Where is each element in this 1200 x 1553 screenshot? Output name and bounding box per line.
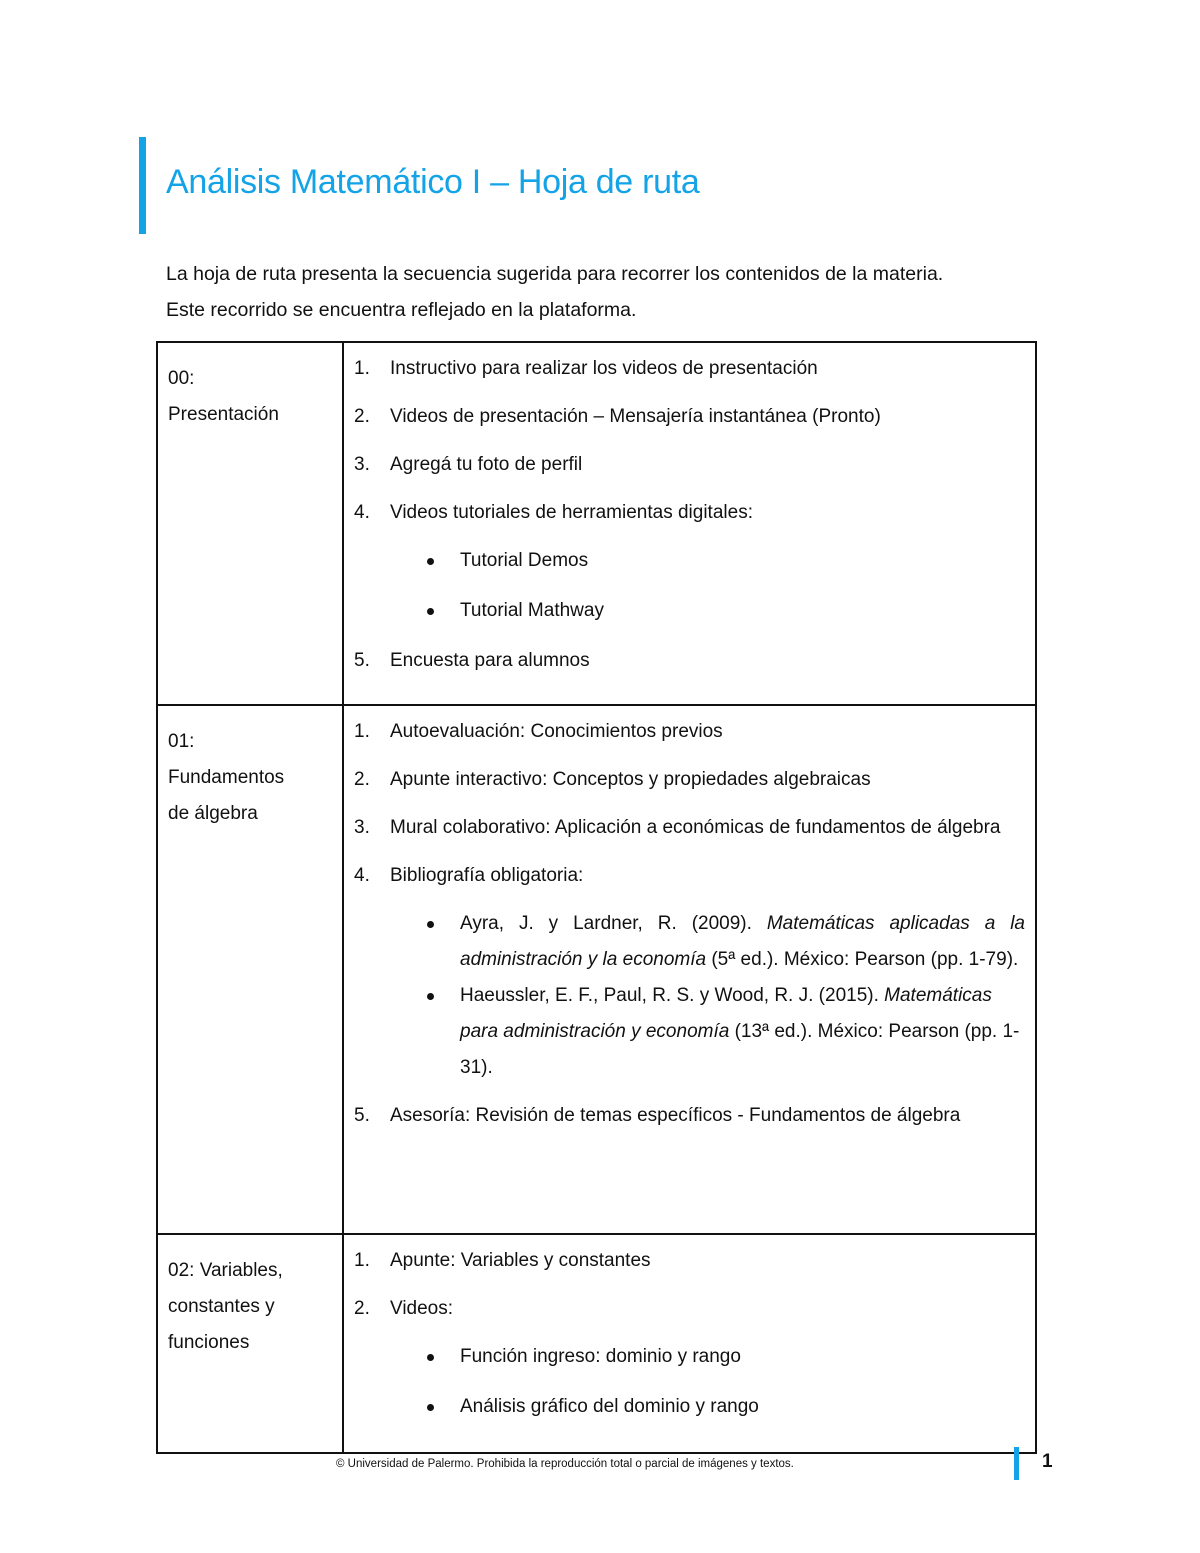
list-item	[354, 858, 1025, 1086]
item-text: Apunte: Variables y constantes	[390, 1250, 651, 1271]
page-number: 1	[1042, 1451, 1053, 1472]
activity-list	[354, 351, 1025, 679]
item-number: 1.	[354, 358, 370, 379]
item-text: Bibliografía obligatoria:	[390, 865, 584, 886]
ref-title: Matemáticas aplicadas a la administración y la economía	[460, 913, 1025, 970]
item-number: 4.	[354, 865, 370, 886]
item-number: 5.	[354, 1105, 370, 1126]
list-item	[354, 1098, 1025, 1134]
table-row	[157, 1234, 1036, 1453]
list-item	[354, 643, 1025, 679]
list-item	[354, 714, 1025, 750]
item-text: Autoevaluación: Conocimientos previos	[390, 721, 723, 742]
intro-line: La hoja de ruta presenta la secuencia sugerida para recorrer los contenidos de la materia.	[166, 263, 944, 285]
footer-accent-bar	[1014, 1447, 1019, 1480]
roadmap-table	[156, 341, 1037, 1454]
item-text: Videos de presentación – Mensajería instantánea (Pronto)	[390, 406, 881, 427]
ref-details: (5ª ed.). México: Pearson (pp. 1-79).	[706, 949, 1019, 970]
unit-name: Fundamentos	[168, 767, 285, 788]
page-title: Análisis Matemático I – Hoja de ruta	[166, 163, 700, 201]
ref-title: Matemáticas para administración y economía	[460, 985, 992, 1042]
unit-name: Presentación	[168, 404, 279, 425]
table-row	[157, 342, 1036, 705]
item-text: Asesoría: Revisión de temas específicos - Fundamentos de álgebra	[390, 1105, 961, 1126]
list-item	[354, 495, 1025, 629]
unit-content	[343, 1234, 1036, 1453]
table-row	[157, 705, 1036, 1234]
bibliography-list	[390, 906, 1025, 1086]
bullet-list	[390, 1339, 1025, 1425]
item-number: 3.	[354, 817, 370, 838]
list-item	[354, 1243, 1025, 1279]
unit-code: 00:	[168, 368, 195, 389]
unit-label	[157, 342, 343, 705]
item-text: Videos tutoriales de herramientas digitales:	[390, 502, 753, 523]
unit-content	[343, 342, 1036, 705]
ref-authors: Ayra, J. y Lardner, R. (2009).	[460, 913, 767, 934]
list-item	[354, 810, 1025, 846]
item-text: Encuesta para alumnos	[390, 650, 590, 671]
ref-details: (13ª ed.). México: Pearson (pp. 1-31).	[460, 1021, 1020, 1078]
item-number: 3.	[354, 454, 370, 475]
bibliography-item	[390, 906, 1025, 978]
list-item	[354, 399, 1025, 435]
bullet-item: Tutorial Demos	[390, 543, 1025, 579]
item-number: 1.	[354, 721, 370, 742]
item-number: 4.	[354, 502, 370, 523]
list-item	[354, 1291, 1025, 1425]
footer-copyright: © Universidad de Palermo. Prohibida la reproducción total o parcial de imágenes y textos.	[336, 1458, 794, 1470]
title-accent-bar	[139, 137, 146, 234]
unit-label	[157, 705, 343, 1234]
item-number: 2.	[354, 1298, 370, 1319]
activity-list	[354, 1243, 1025, 1425]
list-item	[354, 762, 1025, 798]
item-number: 2.	[354, 406, 370, 427]
bibliography-item	[390, 978, 1025, 1086]
item-text: Instructivo para realizar los videos de presentación	[390, 358, 818, 379]
item-number: 5.	[354, 650, 370, 671]
item-number: 2.	[354, 769, 370, 790]
item-text: Agregá tu foto de perfil	[390, 454, 583, 475]
unit-code: 01:	[168, 731, 195, 752]
item-text: Videos:	[390, 1298, 454, 1319]
intro-line: Este recorrido se encuentra reflejado en la plataforma.	[166, 299, 637, 321]
ref-authors: Haeussler, E. F., Paul, R. S. y Wood, R. J. (2015).	[460, 985, 885, 1006]
item-text: Apunte interactivo: Conceptos y propiedades algebraicas	[390, 769, 871, 790]
unit-content	[343, 705, 1036, 1234]
unit-label	[157, 1234, 343, 1453]
activity-list	[354, 714, 1025, 1134]
bullet-item: Análisis gráfico del dominio y rango	[390, 1389, 1025, 1425]
bullet-list	[390, 543, 1025, 629]
item-number: 1.	[354, 1250, 370, 1271]
intro-paragraph	[166, 256, 1046, 328]
unit-name: constantes y	[168, 1296, 275, 1317]
bullet-item: Tutorial Mathway	[390, 593, 1025, 629]
unit-name: 02: Variables,	[168, 1260, 283, 1281]
list-item	[354, 351, 1025, 387]
list-item	[354, 447, 1025, 483]
unit-name: de álgebra	[168, 803, 258, 824]
item-text: Mural colaborativo: Aplicación a económicas de fundamentos de álgebra	[390, 817, 1001, 838]
bullet-item: Función ingreso: dominio y rango	[390, 1339, 1025, 1375]
unit-name: funciones	[168, 1332, 250, 1353]
